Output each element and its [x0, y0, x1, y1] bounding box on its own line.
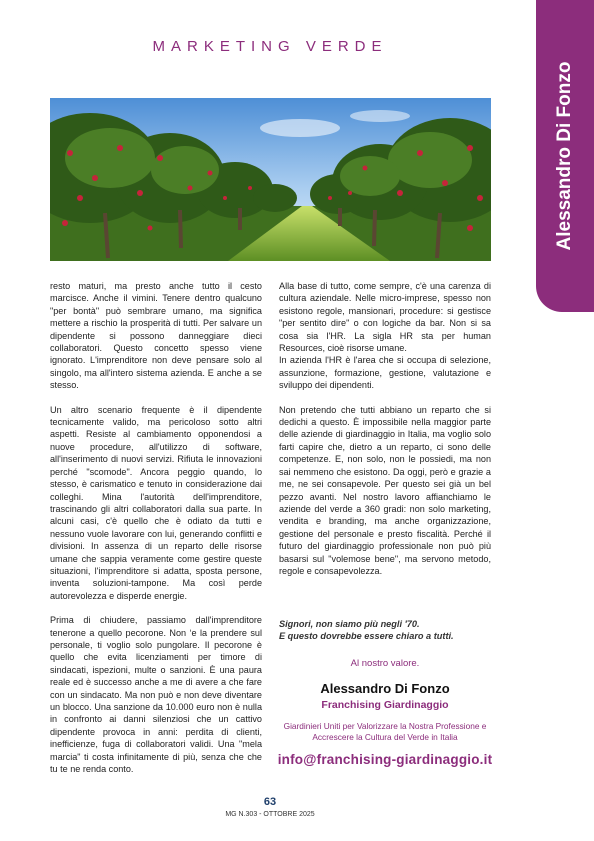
signature-intro: Al nostro valore.: [350, 658, 420, 669]
author-side-tab: [536, 0, 594, 312]
quote-line-2: E questo dovrebbe essere chiaro a tutti.: [279, 631, 454, 642]
quote-line-1: Signori, non siamo più negli '70.: [279, 619, 420, 629]
closing-quote: [279, 618, 494, 643]
left-text-column: [50, 280, 262, 787]
right-paragraph-1: Alla base di tutto, come sempre, c'è una carenza di cultura aziendale. Nelle micro-imprese, spesso non esistono regole, mansionari, procedure: si gestisce "per sentito dire" o con logiche da bar. Non si sa cosa sia l'HR. La sigla HR sta per human Resources, cioè risorse umane.: [279, 281, 491, 354]
left-paragraph-1: resto maturi, ma presto anche tutto il cesto marcisce. Anche il vimini. Tenere dentro qualcuno "per bontà" può sembrare umano, ma significa mettere a rischio la prosperità di tutti. Per salvare un dipendente si possono danneggiare dieci collaboratori. Questo concetto spesso viene ignorato. L'imprenditore non deve pensare solo al singolo, ma all'intero sistema azienda. E anche a se stesso.: [50, 281, 262, 391]
right-text-column: [279, 280, 491, 589]
right-paragraph-3: Non pretendo che tutti abbiano un reparto che si dedichi a questo. È impossibile nella maggior parte delle aziende di giardinaggio in Italia, ma voglio solo farti capire che, dietro a un reparto, ci sono delle competenze. E, non solo, non le possiedi, ma non sai nemmeno che esistono. Da oggi, però e grazie a me, ne sei consapevole. Per questo sei già un bel pezzo avanti. Nel nostro lavoro affianchiamo le aziende del verde a 360 gradi: non solo marketing, vendita e branding, ma anche organizzazione, gestione del personale e presto fiscalità. Perché il futuro del giardinaggio professionale non può più basarsi sul "volemose bene", ma servono metodo, regole e consapevolezza.: [279, 404, 491, 576]
left-paragraph-2: Un altro scenario frequente è il dipendente tecnicamente valido, ma pericoloso sotto altri aspetti. Resiste al cambiamento opponendosi a nuove procedure, all'utilizzo di software, all'inserimento di nuovi servizi. Rifiuta le innovazioni perché "scomode". Ancora peggio quando, lo stesso, è carismatico e tenuto in considerazione dai colleghi. Mina l'autorità dell'imprenditore, trascinando gli altri collaboratori dalla sua parte. In alcuni casi, c'è quello che è odiato da tutti e nessuno vuole lavorare con lui, generando conflitti e divisioni. In assenza di un reparto delle risorse umane che sappia veramente come gestire queste situazioni, l'imprenditore si adatta, sposta persone, inventa soluzioni-tampone. Ma così perde autorevolezza e disperde energie.: [50, 404, 262, 601]
signature-description: Giardinieri Uniti per Valorizzare la Nostra Professione e Accrescere la Cultura del Verde in Italia: [283, 721, 487, 742]
issue-label: MG N.303 - OTTOBRE 2025: [225, 811, 315, 818]
right-paragraph-2: In azienda l'HR è l'area che si occupa di selezione, assunzione, formazione, gestione, valutazione e sviluppo dei dipendenti.: [279, 355, 491, 391]
signature-company: Franchising Giardinaggio: [321, 699, 449, 711]
page-footer: [0, 796, 540, 818]
section-header: MARKETING VERDE: [152, 38, 388, 55]
signature-block: [271, 658, 499, 767]
page-number: 63: [263, 796, 277, 808]
apple-orchard-image: [50, 98, 491, 261]
left-paragraph-3: Prima di chiudere, passiamo dall'imprenditore tenerone a quello pecorone. Non ‘e la prendere sul personale, ti voglio solo pungolare. Il pecorone è quello che evita licenziamenti per timore di sindacati, ispezioni, multe o sanzioni. È una paura reale ed è successo anche a me di avere a che fare con un sindacato. Ma non può e non deve diventare un blocco. Una sanzione da 10.000 euro non è nulla in confronto ai danni silenziosi che un cattivo dipendente provoca in anni: perdita di clienti, inefficienze, fuga di collaboratori validi. Una "mela marcia" ti costa infinitamente di più, senza che che tu te ne renda conto.: [50, 615, 262, 775]
signature-name: Alessandro Di Fonzo: [320, 681, 450, 696]
author-side-label: Alessandro Di Fonzo: [554, 61, 575, 251]
contact-email-link[interactable]: info@franchising-giardinaggio.it: [277, 752, 493, 767]
